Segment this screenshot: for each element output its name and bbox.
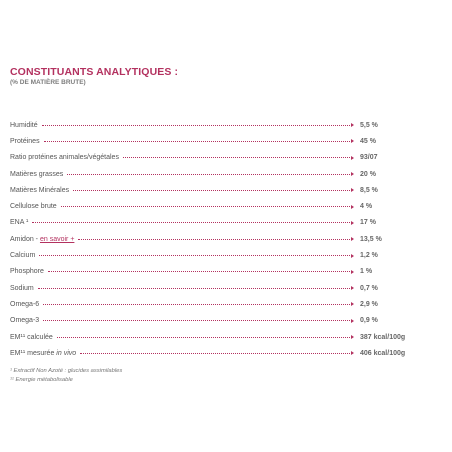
constituent-label: EM¹¹ calculée (10, 333, 53, 341)
list-item (10, 166, 410, 182)
section-subtitle: (% DE MATIÈRE BRUTE) (10, 79, 86, 86)
list-item (10, 247, 410, 263)
constituent-label: Humidité (10, 121, 38, 129)
constituent-label (10, 236, 74, 243)
list-item (10, 150, 410, 166)
arrow-right-icon (351, 286, 354, 290)
arrow-right-icon (351, 319, 354, 323)
constituent-label: Matières Minérales (10, 186, 70, 194)
constituent-value: 2,9 % (360, 300, 378, 308)
constituent-label: Phosphore (10, 268, 44, 276)
arrow-right-icon (351, 270, 354, 274)
list-item (10, 133, 410, 149)
arrow-right-icon (351, 237, 354, 241)
dotted-leader (61, 206, 354, 207)
learn-more-link[interactable]: en savoir + (39, 235, 75, 243)
dotted-leader (43, 304, 354, 305)
dotted-leader (73, 190, 354, 191)
constituent-value: 5,5 % (360, 121, 378, 129)
list-item (10, 215, 410, 231)
footnotes (10, 367, 122, 385)
dotted-leader (43, 320, 354, 321)
constituent-label: Sodium (10, 284, 34, 292)
dotted-leader (42, 125, 354, 126)
dotted-leader (39, 255, 354, 256)
dotted-leader (67, 174, 354, 175)
arrow-right-icon (351, 351, 354, 355)
list-item (10, 280, 410, 296)
constituent-value: 17 % (360, 219, 376, 227)
list-item (10, 296, 410, 312)
constituent-value: 387 kcal/100g (360, 333, 406, 341)
dotted-leader (48, 271, 354, 272)
arrow-right-icon (351, 156, 354, 160)
arrow-right-icon (351, 188, 354, 192)
list-item (10, 231, 410, 247)
constituent-value: 93/07 (360, 154, 378, 162)
arrow-right-icon (351, 172, 354, 176)
constituent-value: 406 kcal/100g (360, 349, 406, 357)
arrow-right-icon (351, 335, 354, 339)
list-item (10, 198, 410, 214)
constituent-value: 1,2 % (360, 252, 378, 260)
constituent-label-text: Amidon - (10, 235, 40, 243)
constituent-value: 0,7 % (360, 284, 378, 292)
dotted-leader (123, 157, 354, 158)
arrow-right-icon (351, 302, 354, 306)
list-item (10, 182, 410, 198)
constituent-value: 45 % (360, 137, 376, 145)
constituent-value: 8,5 % (360, 186, 378, 194)
constituent-value: 20 % (360, 170, 376, 178)
constituent-label (10, 350, 76, 357)
list-item (10, 117, 410, 133)
footnote-em: ¹¹ Energie métabolisable (10, 377, 73, 383)
dotted-leader (78, 239, 354, 240)
constituent-value: 0,9 % (360, 317, 378, 325)
dotted-leader (57, 337, 354, 338)
arrow-right-icon (351, 221, 354, 225)
list-item (10, 329, 410, 345)
list-item (10, 313, 410, 329)
constituent-value: 13,5 % (360, 235, 382, 243)
constituent-label: Omega-3 (10, 317, 40, 325)
arrow-right-icon (351, 139, 354, 143)
footnote-ena: ¹ Extractif Non Azoté : glucides assimilables (10, 368, 123, 374)
dotted-leader (80, 353, 354, 354)
dotted-leader (38, 288, 354, 289)
arrow-right-icon (351, 205, 354, 209)
analytical-constituents-panel (10, 66, 410, 357)
constituent-label: Omega-6 (10, 300, 40, 308)
list-item (10, 264, 410, 280)
list-item (10, 345, 410, 361)
constituent-label: Ratio protéines animales/végétales (10, 154, 119, 162)
constituent-label: Matières grasses (10, 170, 64, 178)
arrow-right-icon (351, 123, 354, 127)
constituent-label: Protéines (10, 137, 40, 145)
constituent-label: Calcium (10, 252, 36, 260)
dotted-leader (44, 141, 354, 142)
dotted-leader (32, 222, 354, 223)
constituent-label: ENA ¹ (10, 219, 29, 227)
constituent-label: Cellulose brute (10, 203, 57, 211)
constituents-list (10, 117, 410, 361)
constituent-value: 4 % (360, 203, 373, 211)
constituent-value: 1 % (360, 268, 373, 276)
constituent-label-text: EM¹¹ mesurée (10, 349, 57, 357)
section-title: CONSTITUANTS ANALYTIQUES : (10, 66, 179, 78)
in-vivo-text: in vivo (56, 349, 77, 357)
arrow-right-icon (351, 254, 354, 258)
